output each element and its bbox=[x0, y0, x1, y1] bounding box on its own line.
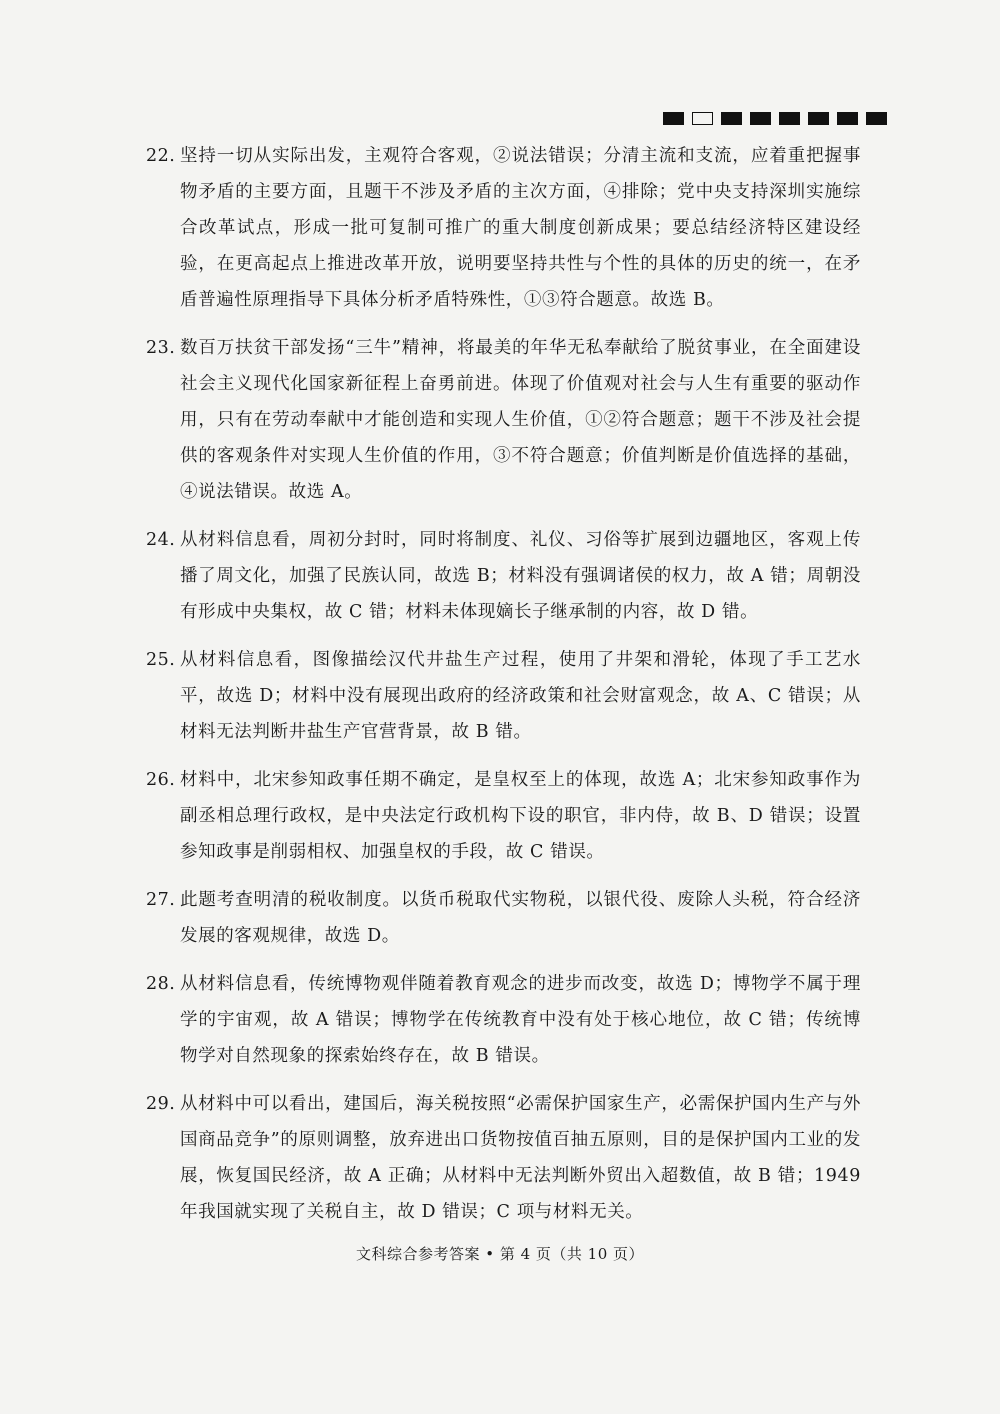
item-number: 25. bbox=[146, 650, 176, 670]
answer-item-27 bbox=[146, 882, 861, 954]
page-footer: 文科综合参考答案 • 第 4 页（共 10 页） bbox=[355, 1245, 645, 1263]
filled-square-5 bbox=[779, 112, 800, 125]
filled-square-4 bbox=[750, 112, 771, 125]
item-text: 从材料中可以看出，建国后，海关税按照“必需保护国家生产，必需保护国内生产与外国商品竞争”的原则调整，放弃进出口货物按值百抽五原则，目的是保护国内工业的发展，恢复国民经济，故 A 正确；从材料中无法判断外贸出入超数值，故 B 错；1949 年我国就实现了关税自主，故 D 错误；C 项与材料无关。 bbox=[180, 1094, 861, 1222]
item-text: 从材料信息看，图像描绘汉代井盐生产过程，使用了井架和滑轮，体现了手工艺水平，故选 D；材料中没有展现出政府的经济政策和社会财富观念，故 A、C 错误；从材料无法判断井盐生产官营背景，故 B 错。 bbox=[180, 650, 861, 742]
item-number: 27. bbox=[146, 890, 176, 910]
filled-square-7 bbox=[837, 112, 858, 125]
answer-item-29 bbox=[146, 1086, 861, 1230]
answer-item-24 bbox=[146, 522, 861, 630]
item-number: 29. bbox=[146, 1094, 176, 1114]
filled-square-1 bbox=[663, 112, 684, 125]
answer-item-28 bbox=[146, 966, 861, 1074]
answer-item-26 bbox=[146, 762, 861, 870]
item-text: 从材料信息看，周初分封时，同时将制度、礼仪、习俗等扩展到边疆地区，客观上传播了周文化，加强了民族认同，故选 B；材料没有强调诸侯的权力，故 A 错；周朝没有形成中央集权，故 C 错；材料未体现嫡长子继承制的内容，故 D 错。 bbox=[180, 530, 861, 622]
item-text: 此题考查明清的税收制度。以货币税取代实物税，以银代役、废除人头税，符合经济发展的客观规律，故选 D。 bbox=[180, 890, 861, 946]
item-number: 22. bbox=[146, 146, 176, 166]
filled-square-3 bbox=[721, 112, 742, 125]
item-text: 从材料信息看，传统博物观伴随着教育观念的进步而改变，故选 D；博物学不属于理学的宇宙观，故 A 错误；博物学在传统教育中没有处于核心地位，故 C 错；传统博物学对自然现象的探索始终存在，故 B 错误。 bbox=[180, 974, 861, 1066]
answer-list bbox=[146, 138, 861, 1242]
filled-square-6 bbox=[808, 112, 829, 125]
filled-square-8 bbox=[866, 112, 887, 125]
answer-item-22 bbox=[146, 138, 861, 318]
answer-item-25 bbox=[146, 642, 861, 750]
item-number: 28. bbox=[146, 974, 176, 994]
header-squares bbox=[663, 112, 887, 125]
item-text: 坚持一切从实际出发，主观符合客观，②说法错误；分清主流和支流，应着重把握事物矛盾的主要方面，且题干不涉及矛盾的主次方面，④排除；党中央支持深圳实施综合改革试点，形成一批可复制可推广的重大制度创新成果；要总结经济特区建设经验，在更高起点上推进改革开放，说明要坚持共性与个性的具体的历史的统一，在矛盾普遍性原理指导下具体分析矛盾特殊性，①③符合题意。故选 B。 bbox=[180, 146, 861, 310]
answer-item-23 bbox=[146, 330, 861, 510]
item-text: 材料中，北宋参知政事任期不确定，是皇权至上的体现，故选 A；北宋参知政事作为副丞相总理行政权，是中央法定行政机构下设的职官，非内侍，故 B、D 错误；设置参知政事是削弱相权、加强皇权的手段，故 C 错误。 bbox=[180, 770, 861, 862]
item-number: 26. bbox=[146, 770, 176, 790]
item-number: 24. bbox=[146, 530, 176, 550]
hollow-square bbox=[692, 112, 713, 125]
item-text: 数百万扶贫干部发扬“三牛”精神，将最美的年华无私奉献给了脱贫事业，在全面建设社会主义现代化国家新征程上奋勇前进。体现了价值观对社会与人生有重要的驱动作用，只有在劳动奉献中才能创造和实现人生价值，①②符合题意；题干不涉及社会提供的客观条件对实现人生价值的作用，③不符合题意；价值判断是价值选择的基础，④说法错误。故选 A。 bbox=[180, 338, 861, 502]
item-number: 23. bbox=[146, 338, 176, 358]
